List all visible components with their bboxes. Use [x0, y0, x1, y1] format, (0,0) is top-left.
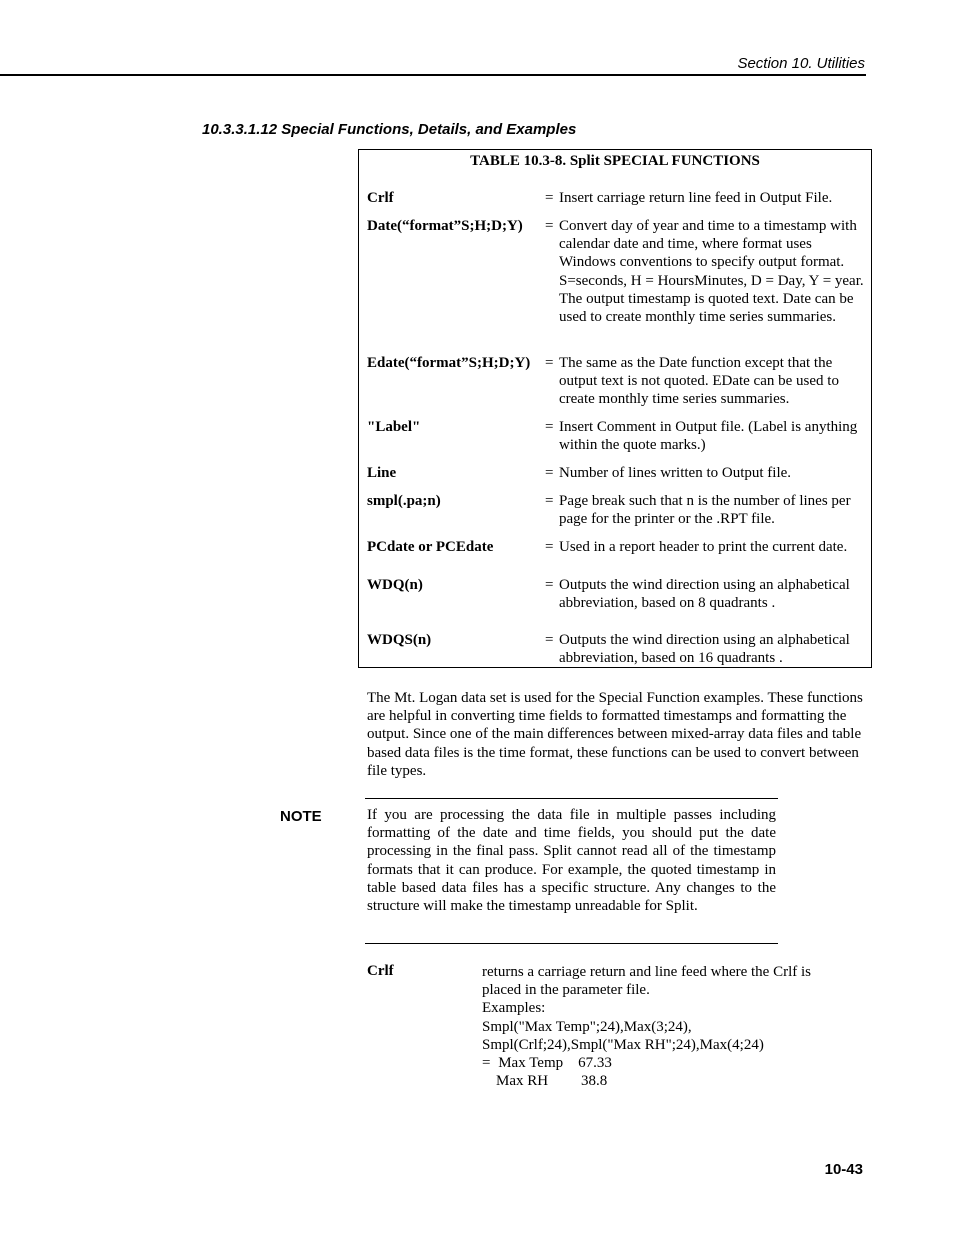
crlf-term: Crlf — [367, 963, 394, 979]
output-value: 67.33 — [578, 1055, 612, 1072]
example-code-line: Smpl("Max Temp";24),Max(3;24), — [482, 1018, 692, 1035]
note-label: NOTE — [280, 808, 322, 825]
example-output-line — [482, 1054, 842, 1072]
crlf-definition — [482, 963, 842, 1090]
page-number: 10-43 — [824, 1161, 863, 1178]
running-header: Section 10. Utilities — [737, 55, 865, 72]
output-value: 38.8 — [581, 1073, 608, 1090]
note-top-rule — [365, 798, 778, 799]
equals-sign: = — [545, 355, 554, 371]
function-name: WDQ(n) — [367, 577, 423, 593]
example-code-line: Smpl(Crlf;24),Smpl("Max RH";24),Max(4;24) — [482, 1036, 764, 1053]
note-text: If you are processing the data file in multiple passes including formatting of the date and time fields, you should put the date processing in the final pass. Split cannot read all of the timestamp formats that it can produce. For example, the quoted timestamp in table based data files has a specific structure. Any changes to the structure will make the timestamp unreadable for Split. — [367, 807, 776, 915]
equals-sign: = — [545, 218, 554, 234]
function-name: smpl(.pa;n) — [367, 493, 441, 509]
function-description: Outputs the wind direction using an alphabetical abbreviation, based on 16 quadrants . — [559, 632, 850, 667]
equals-sign: = — [545, 493, 554, 509]
equals-sign: = — [545, 632, 554, 648]
function-description: Convert day of year and time to a timestamp with calendar date and time, where format uses Windows conventions to specify output format. S=seconds, H = HoursMinutes, D = Day, Y = year. The output timestamp is quoted text. Date can be used to create monthly time series summaries. — [559, 218, 864, 326]
equals-sign: = — [545, 419, 554, 435]
intro-paragraph: The Mt. Logan data set is used for the Special Function examples. These functions are helpful in converting time fields to formatted timestamps and formatting the output. Since one of the main differences between mixed-array data files and table based data files is the time format, these functions can be used to convert between file types. — [367, 690, 863, 779]
output-name: Max Temp — [498, 1055, 564, 1072]
special-functions-table — [358, 149, 872, 668]
function-name: PCdate or PCEdate — [367, 539, 494, 555]
result-equals: = — [482, 1055, 491, 1072]
function-name: Line — [367, 465, 397, 481]
output-name: Max RH — [496, 1073, 549, 1090]
function-name: Edate(“format”S;H;D;Y) — [367, 355, 531, 371]
function-description: The same as the Date function except that the output text is not quoted. EDate can be used to create monthly time series summaries. — [559, 355, 839, 408]
function-description: Insert carriage return line feed in Output File. — [559, 190, 833, 206]
function-name: WDQS(n) — [367, 632, 432, 648]
equals-sign: = — [545, 577, 554, 593]
function-name: Date(“format”S;H;D;Y) — [367, 218, 523, 234]
section-title: 10.3.3.1.12 Special Functions, Details, and Examples — [202, 121, 577, 138]
function-description: Page break such that n is the number of lines per page for the printer or the .RPT file. — [559, 493, 851, 528]
note-bottom-rule — [365, 943, 778, 944]
function-description: Insert Comment in Output file. (Label is anything within the quote marks.) — [559, 419, 858, 454]
crlf-desc-line: placed in the parameter file. — [482, 982, 650, 999]
example-output-line — [482, 1072, 842, 1090]
table-caption: TABLE 10.3-8. Split SPECIAL FUNCTIONS — [470, 153, 760, 169]
function-description: Number of lines written to Output file. — [559, 465, 792, 481]
crlf-desc-line: returns a carriage return and line feed where the Crlf is — [482, 964, 812, 980]
equals-sign: = — [545, 539, 554, 555]
function-description: Outputs the wind direction using an alphabetical abbreviation, based on 8 quadrants . — [559, 577, 850, 612]
header-rule — [0, 74, 866, 76]
function-name: Crlf — [367, 190, 394, 206]
equals-sign: = — [545, 465, 554, 481]
examples-label: Examples: — [482, 1000, 546, 1017]
function-name: "Label" — [367, 419, 421, 435]
function-description: Used in a report header to print the current date. — [559, 539, 848, 555]
equals-sign: = — [545, 190, 554, 206]
